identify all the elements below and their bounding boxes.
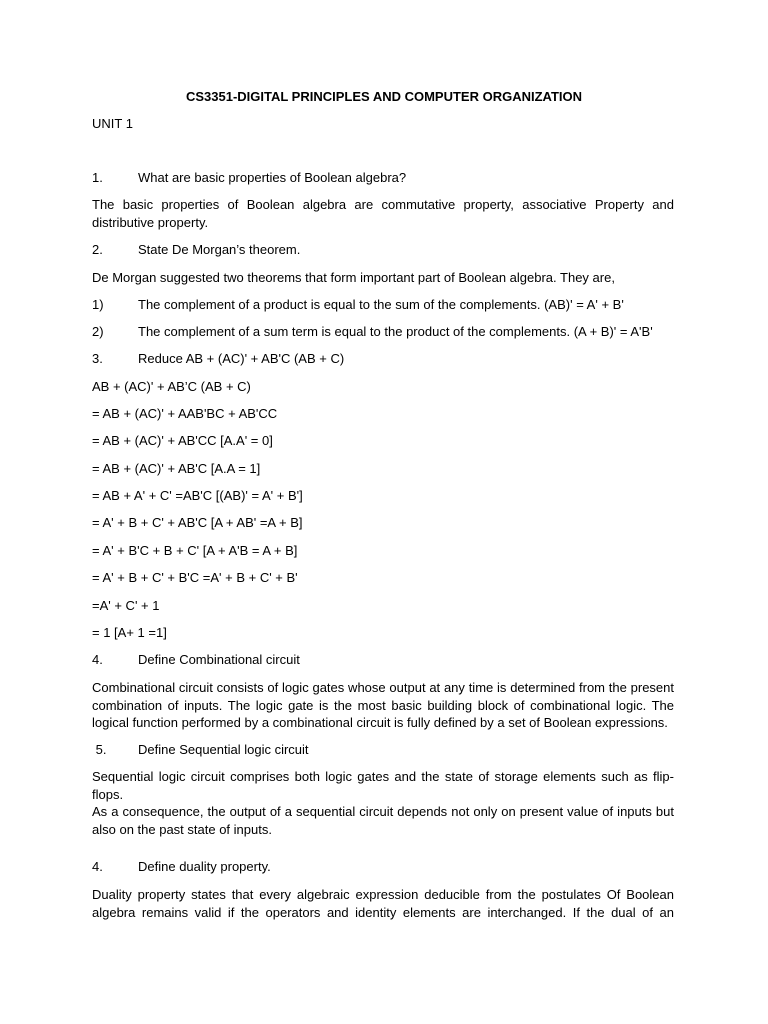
list-text: The complement of a sum term is equal to the product of the complements. (A + B)' = A'B': [138, 324, 653, 339]
question-number: 2.: [92, 242, 103, 257]
answer-5: [92, 768, 674, 838]
answer-line: Combinational circuit consists of logic gates whose output at any time is determined from the present: [92, 680, 674, 695]
question-5: [92, 741, 309, 758]
question-number: 4.: [92, 859, 103, 874]
question-text: Reduce AB + (AC)' + AB'C (AB + C): [138, 351, 345, 366]
reduction-step: = A' + B'C + B + C' [A + A'B = A + B]: [92, 543, 298, 558]
reduction-step: = A' + B + C' + B'C =A' + B + C' + B': [92, 570, 298, 585]
unit-heading: UNIT 1: [92, 116, 133, 131]
question-text: Define duality property.: [138, 859, 271, 874]
question-4: [92, 651, 300, 668]
answer-line: also on the past state of inputs.: [92, 821, 272, 837]
answer-line: algebra remains valid if the operators and identity elements are interchanged. If the dual of an: [92, 904, 674, 920]
reduction-step: = A' + B + C' + AB'C [A + AB' =A + B]: [92, 515, 303, 530]
reduction-step: AB + (AC)' + AB’C (AB + C): [92, 379, 251, 394]
answer-line: Duality property states that every algebraic expression deducible from the postulates Of Boolean: [92, 887, 674, 902]
question-2: [92, 241, 300, 258]
question-text: State De Morgan’s theorem.: [138, 242, 301, 257]
reduction-step: = AB + A' + C' =AB'C [(AB)' = A' + B']: [92, 488, 303, 503]
list-number: 1): [92, 297, 104, 312]
answer-line: The basic properties of Boolean algebra are commutative property, associative Property and: [92, 197, 674, 212]
answer-line: As a consequence, the output of a sequential circuit depends not only on present value of inputs but: [92, 804, 674, 819]
question-text: Define Sequential logic circuit: [138, 742, 309, 757]
list-number: 2): [92, 324, 104, 339]
question-number: 1.: [92, 170, 103, 185]
answer-1: [92, 196, 674, 231]
question-duality: [92, 858, 271, 875]
answer-line: combination of inputs. The logic gate is the most basic building block of combinational logic. The: [92, 697, 674, 713]
page-title: CS3351-DIGITAL PRINCIPLES AND COMPUTER ORGANIZATION: [185, 89, 583, 104]
reduction-step: = 1 [A+ 1 =1]: [92, 625, 167, 640]
question-3: [92, 350, 344, 367]
question-text: Define Combinational circuit: [138, 652, 300, 667]
question-number: 4.: [92, 652, 103, 667]
list-item: [92, 323, 653, 340]
question-number: 5.: [92, 742, 107, 757]
answer-line: logical function performed by a combinational circuit is fully defined by a set of Boolean expressions.: [92, 715, 668, 730]
answer-line: Sequential logic circuit comprises both logic gates and the state of storage elements such as flip-flops.: [92, 769, 674, 802]
reduction-step: = AB + (AC)' + AAB'BC + AB'CC: [92, 406, 278, 421]
answer-line: distributive property.: [92, 214, 209, 230]
question-1: [92, 169, 406, 186]
list-item: [92, 296, 624, 313]
question-number: 3.: [92, 351, 103, 366]
answer-2-intro: De Morgan suggested two theorems that form important part of Boolean algebra. They are,: [92, 270, 615, 285]
list-text: The complement of a product is equal to the sum of the complements. (AB)' = A' + B': [138, 297, 624, 312]
question-text: What are basic properties of Boolean algebra?: [138, 170, 407, 185]
answer-duality: [92, 886, 674, 921]
reduction-step: =A' + C' + 1: [92, 598, 160, 613]
reduction-step: = AB + (AC)' + AB'CC [A.A' = 0]: [92, 433, 273, 448]
answer-4: [92, 679, 674, 732]
reduction-step: = AB + (AC)' + AB'C [A.A = 1]: [92, 461, 261, 476]
